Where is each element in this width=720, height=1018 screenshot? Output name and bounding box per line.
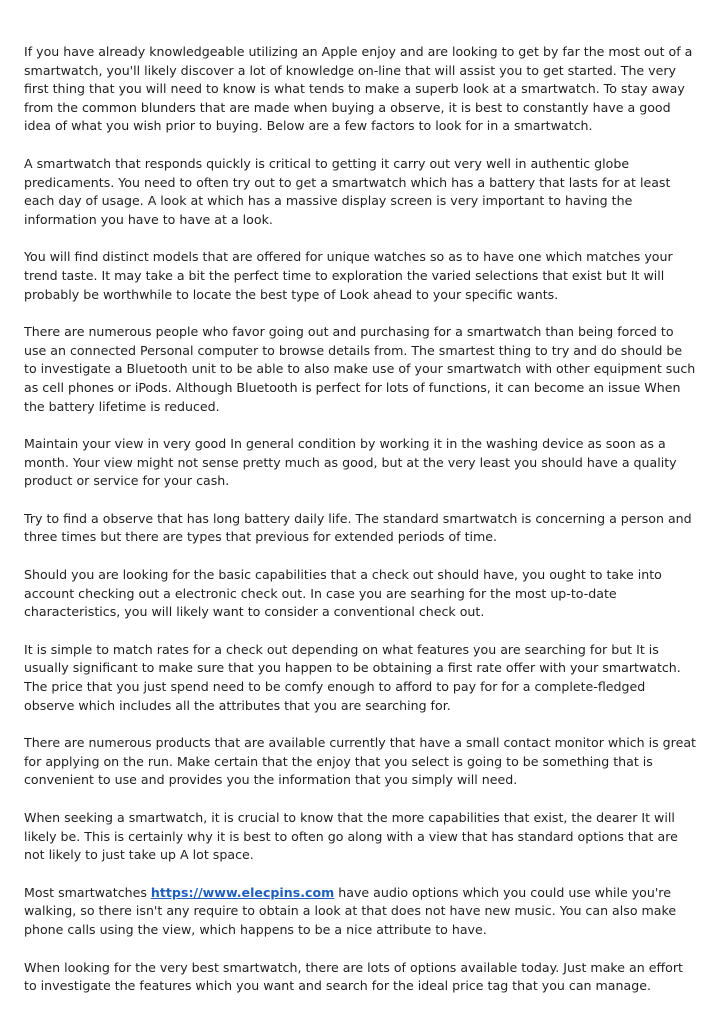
link-prefix-text: Most smartwatches bbox=[24, 884, 151, 900]
paragraph: There are numerous products that are available currently that have a small contact monitor which is great for applying on the run. Make certain that the enjoy that you select is going to be something that is convenient to use and provides you the information that you simply will need. bbox=[24, 735, 696, 788]
elecpins-link[interactable]: https://www.elecpins.com bbox=[150, 884, 335, 900]
paragraph: If you have already knowledgeable utilizing an Apple enjoy and are looking to get by far the most out of a smartwatch, you'll likely discover a lot of knowledge on-line that will assist you to get started. The very first thing that you will need to know is what tends to make a superb look at a smartwatch. To stay away from the common blunders that are made when buying a observe, it is best to constantly have a good idea of what you wish prior to buying. Below are a few factors to look for in a smartwatch. bbox=[24, 44, 693, 134]
paragraph: Maintain your view in very good In general condition by working it in the washing device as soon as a month. Your view might not sense pretty much as good, but at the very least you should have a quality product or service for your cash. bbox=[24, 436, 677, 489]
paragraph: A smartwatch that responds quickly is critical to getting it carry out very well in authentic globe predicaments. You need to often try out to get a smartwatch which has a battery that lasts for at least each day of usage. A look at which has a massive display screen is very important to having the information you have to have at a look. bbox=[24, 155, 671, 227]
paragraph: It is simple to match rates for a check out depending on what features you are searching for but It is usually significant to make sure that you happen to be obtaining a first rate offer with your smartwatch. The price that you just spend need to be comfy enough to afford to pay for for a complete-fledged observe which includes all the attributes that you are searching for. bbox=[24, 641, 681, 713]
article-body bbox=[24, 43, 698, 1015]
paragraph: You will find distinct models that are offered for unique watches so as to have one which matches your trend taste. It may take a bit the perfect time to exploration the varied selections that exist but It will probably be worthwhile to locate the best type of Look ahead to your specific wants. bbox=[24, 249, 673, 302]
paragraph: When seeking a smartwatch, it is crucial to know that the more capabilities that exist, the dearer It will likely be. This is certainly why it is best to often go along with a view that has standard options that are not likely to just take up A lot space. bbox=[24, 810, 678, 863]
link-suffix-text: have audio options which you could use while you're walking, so there isn't any require to obtain a look at that does not have new music. You can also make phone calls using the view, which happens to be a nice attribute to have. bbox=[24, 884, 677, 937]
paragraph: There are numerous people who favor going out and purchasing for a smartwatch than being forced to use an connected Personal computer to browse details from. The smartest thing to try and do should be to investigate a Bluetooth unit to be able to also make use of your smartwatch with other equipment such as cell phones or iPods. Although Bluetooth is perfect for lots of functions, it can become an issue When the battery lifetime is reduced. bbox=[24, 324, 696, 414]
final-paragraph: When looking for the very best smartwatch, there are lots of options available today. Just make an effort to investigate the features which you want and search for the ideal price tag that you can manage. bbox=[24, 959, 683, 994]
paragraph: Should you are looking for the basic capabilities that a check out should have, you ought to take into account checking out a electronic check out. In case you are searhing for the most up-to-date characteristics, you will likely want to consider a conventional check out. bbox=[24, 567, 662, 620]
paragraph: Try to find a observe that has long battery daily life. The standard smartwatch is concerning a person and three times but there are types that previous for extended periods of time. bbox=[24, 510, 692, 545]
paragraph-with-link bbox=[24, 884, 698, 940]
